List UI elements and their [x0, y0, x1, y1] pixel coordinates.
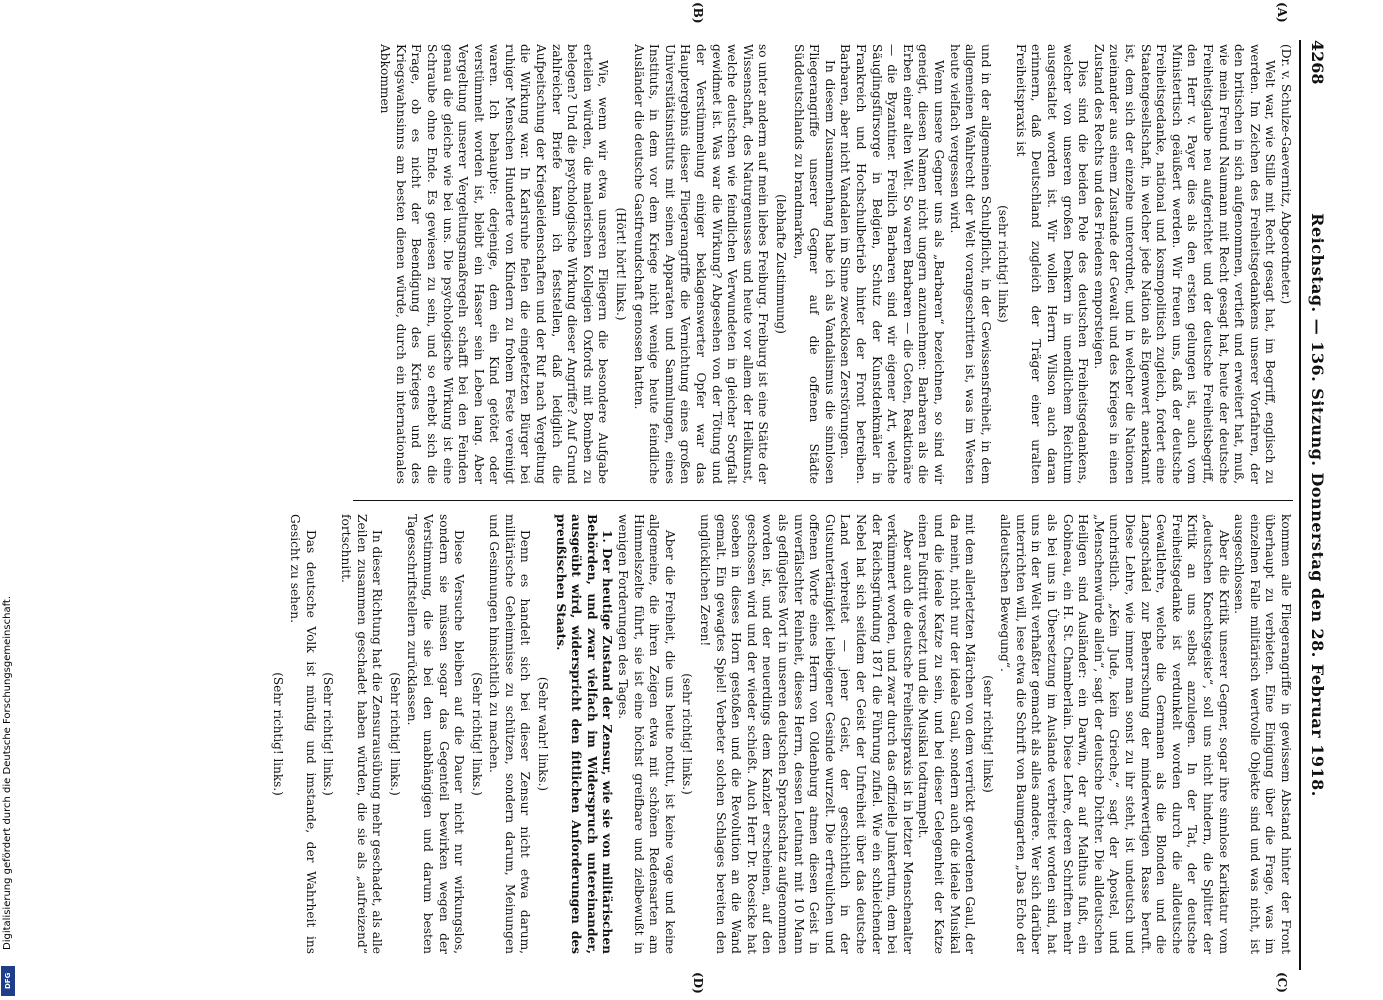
page-header — [1299, 40, 1331, 970]
paragraph: Das deutsche Volk ist mündig und imstande, der Wahrheit ins Gesicht zu sehen. — [288, 514, 318, 954]
interjection: (Hört! hört! links.) — [614, 207, 629, 321]
interjection: (sehr richtig! links) — [996, 205, 1011, 323]
paragraph: Dies sind die beiden Pole des deutschen Freiheitsgedankens, welcher von unseren großen Denkern in unendlichem Reichtum ausgestaltet worden ist. Wir wollen Herrn Wilson auch daran erinnern, daß Deutschland zugleich der Träger einer uralten Freiheitspraxis ist — [1013, 44, 1091, 484]
right-column — [43, 514, 1293, 954]
interjection: (Sehr wahr! links.) — [536, 676, 551, 792]
paragraph: 1. Der heutige Zustand der Zensur, wie sie von militärischen Behörden, und zwar vielfach im Widerspruch untereinander, ausgeübt wird, widerspricht den fittlichen Anforderungen des preußischen Staats. — [553, 514, 615, 954]
interjection: (sehr richtig! links.) — [680, 673, 695, 795]
paragraph: Aber auch die deutsche Freiheitspraxis ist in letzter Menschenalter verkümmert worden, und zwar durch das offizielle Junkertum, dem bei der Reichsgründung 1871 die Führung zufiel. Wie ein schleichender Nebel hat sich seitdem der Geist der Unfreiheit über das deutsche Land verbreitet — jener Geist, der geschichtlich in der Gutsuntertänigkeit leibeigener Gesinde wurzelt. Die erfreulichen und offenen Worte eines Herrn von Oldenburg atmen diesen Geist in unverfälschter Reinheit, dieses Herrn, dessen Leutnant mit 10 Mann als geflügeltes Wort in unseren deutschen Sprachschatz aufgenommen worden ist, und der neuerdings dem Kanzler erscheinen, auf den geschossen wird und der wieder schießt. Auch Herr Dr. Roesicke hat soeben in dieses Horn gestoßen und die Revolution an die Wand gemalt. Ein gewagtes Spiel! Verbeter solchen Schlages bereiten den unglücklichen Zeren! — [698, 514, 915, 954]
marker-c: (C) — [1275, 972, 1289, 993]
interjection: (Sehr richtig! links.) — [469, 672, 484, 796]
paragraph: Denn es handelt sich bei dieser Zensur nicht etwa darum, militärische Geheimnisse zu schützen, sondern darum, Meinungen und Gesinnungen hinsichtlich zu machen. — [487, 514, 533, 954]
paragraph: mit dem allerletzten Märchen von dem verrückt gewordenen Gaul, der da meint, nicht nur der ideale Gaul, sondern auch die ideale Musikal und die ideale Katze zu sein, und bei dieser Gelegenheit der Katze einen Fußtritt versetzt und die Musikal todtrampelt. — [916, 514, 978, 954]
marker-a: (A) — [1275, 2, 1289, 23]
rotated-document-page — [25, 0, 1345, 1000]
paragraph: kommen alle Fliegerangriffe in gewissem Abstand hinter der Front überhaupt zu verbieten. Eine Einigung über die Frage, was im einzelnen Falle militärisch wertvolle Objekte sind und was nicht, ist ausgeschlossen. — [1232, 514, 1293, 954]
paragraph: In dieser Richtung hat die Zensurausübung mehr geschadet, als alle Zeilen zusammen geschadet haben würden, die sie als „aufreizend“ fortschnitt. — [338, 514, 385, 954]
digitization-footer — [0, 0, 18, 1000]
page-title: Reichstag. — 136. Sitzung. Donnerstag den 28. Februar 1918. — [1308, 213, 1327, 797]
dfg-logo: DFG — [1, 966, 15, 996]
column-divider — [353, 500, 1293, 501]
paragraph: so unter anderm auf mein liebes Freiburg. Freiburg ist eine Stätte der Wissenschaft, des Naturgenusses und heute vor allem der Heilkunst, welche deutschen wie feindlichen Verwundeten in gleicher Sorgfalt gewidmet ist. Was war die Wirkung? Abgesehen von der Tötung und der Verstümmelung einiger beklagenswerter Opfer war das Hauptergebnis dieser Fliegerangriffe die Vernichtung eines großen Universitätsinstituts mit seinen Apparaten und Sammlungen, eines Instituts, in dem vor dem Kriege nicht wenige heute feindliche Ausländer die deutsche Gastfreundschaft genossen hatten. — [631, 44, 771, 484]
marker-b: (B) — [691, 2, 705, 24]
paragraph: Wenn unsere Gegner uns als „Barbaren“ bezeichnen, so sind wir geneigt, diesen Namen nicht ungern anzunehmen: Barbaren als die Erben einer alten Welt. So waren Barbaren — die Goten, Reaktionäre — die Byzantiner. Freilich Barbaren sind wir eigener Art, welche Säuglingsfürsorge in Belgien, Schutz der Kunstdenkmäler in Frankreich und Hochschulbetrieb hinter der Front betreiben. Barbaren, aber nicht Vandalen im Sinne zwecklosen Zerstörungen. — [838, 44, 946, 484]
paragraph: Welt war, wie Stille mit Recht gesagt hat, im Begriff, englisch zu werden. Im Zeichen des Freiheitsgedankens unserer Vorfahren, der den britischen in sich aufgenommen, vertieft und erweitert hat, muß, wie mein Freund Naumann mit Recht gesagt hat, heute der deutsche Freiheitsglaube neu aufgerichtet und der deutsche Freiheitsbegriff, den Herr v. Payer dies als den ersten gelungen ist, auch vom Ministertisch geäußert werden. Wir freuen uns, daß der deutsche Freiheitsgedanke, national und kosmopolitisch zugleich, fordert eine Staatengesellschaft, in welcher jede Nation als Eigenwert anerkannt ist, dem sich der einzelne unterordnet, und in welcher die Nationen zueinander aus einem Zustande der Gewalt und des Krieges in einen Zustand des Rechts und des Friedens emporsteigen. — [1091, 44, 1278, 484]
footer-credit: Digitalisierung gefördert durch die Deutsche Forschungsgemeinschaft. — [2, 595, 13, 950]
marker-d: (D) — [691, 972, 705, 994]
paragraph: Diese Versuche bleiben auf die Dauer nicht nur wirkungslos, sondern sie müssen sogar das Gegenteil bewirken wegen der Verstimmung, die sie bei den unabhängigen und darum besten Tagesschriftstellern zurücklassen. — [405, 514, 467, 954]
page-number: 4268 — [1308, 40, 1327, 85]
interjection: (sehr richtig! links) — [980, 675, 995, 793]
paragraph: Aber die Freiheit, die uns heute nottut, ist keine vage und keine allgemeine, die ihren Zeigen etwa mit schönen Redensarten am Himmelszelte führt, sie ist eine höchst greifbare und zielbewußt in wenigen Forderungen des Tages. — [616, 514, 677, 954]
left-column — [43, 44, 1293, 484]
speaker-line: (Dr. v. Schulze-Gaevernitz, Abgeordneter.) — [1279, 44, 1293, 305]
interjection: (lebhafte Zustimmung) — [774, 194, 788, 334]
paragraph: Wie, wenn wir etwa unseren Fliegern die besondere Aufgabe erteilen würden, die malerischen Kollegien Oxfords mit Bomben zu belegen? Und die psychologische Wirkung dieser Angriffe? Auf Grund zahlreicher Briefe kann ich feststellen, daß lediglich die Aufpeitschung der Kriegsleidenschaften und der Ruf nach Vergeltung die Wirkung war. In Karlsruhe fielen die eingefetzten Bürger bei ruhiger Menschen Hunderte von Kindern zu frohem Feste vereinigt waren. Ich behaupte: derjenige, dem ein Kind getötet oder verstümmelt worden ist, bleibt ein Hasser sein Leben lang. Aber Vergeltung unserer Vergeltungsmaßregeln schafft bei den Feinden genau die gleiche wie bei uns. Die psychologische Wirkung ist eine Schraube ohne Ende. Es gewiesen zu sein, und so erhebt sich die Frage, ob es nicht der Beendigung des Krieges und des Kriegswahnsinns am besten dienen würde, durch ein internationales Abkommen — [378, 44, 611, 484]
interjection: (Sehr richtig! links.) — [321, 672, 336, 796]
paragraph: In diesem Zusammenhang habe ich als Vandalismus die sinnlosen Fliegerangriffe unserer Gegner auf die offenen Städte Süddeutschlands zu brandmarken, — [791, 44, 837, 484]
paragraph: und in der allgemeinen Schulpflicht, in der Gewissensfreiheit, in dem allgemeinen Wahlrecht der Welt vorangeschritten ist, was im Westen heute vielfach vergessen wird. — [947, 44, 993, 484]
interjection: (Sehr richtig! links.) — [270, 672, 285, 796]
paragraph: Aber die Kritik unserer Gegner, sogar ihre sinnlose Karikatur vom „deutschen Knechtsgeiste“, soll uns nicht hindern, die Splitter der Kritik an uns selbst anzulegen. In der Tat, der deutsche Freiheitsgedanke ist verdunkelt worden durch die alldeutsche Gewaltlehre, welche die Germanen als die Blonden und die Langschädel zur Beherrschung der minderwertigen Rasse beruft. Diese Lehre, wie immer man sonst zu ihr steht, ist undeutsch und unchristlich. „Kein Jude, kein Grieche,“ sagt der Apostel, und „Menschenwürde allein“, sagt der deutsche Dichter. Die alldeutschen Heiligen sind Ausländer: ein Darwin, der auf Malthus fußt, ein Gobineau, ein H. St. Chamberlain. Diese Lehre, deren Schriften mehr als bei uns in Übersetzung im Auslande verbreitet worden sind, hat uns in der Welt verhaßter gemacht als alles andere. Wer sich darüber unterrichten will, lese etwa die Schrift von Baumgarten „Das Echo der alldeutschen Bewegung“. — [998, 514, 1231, 954]
interjection: (Sehr richtig! links.) — [387, 672, 402, 796]
